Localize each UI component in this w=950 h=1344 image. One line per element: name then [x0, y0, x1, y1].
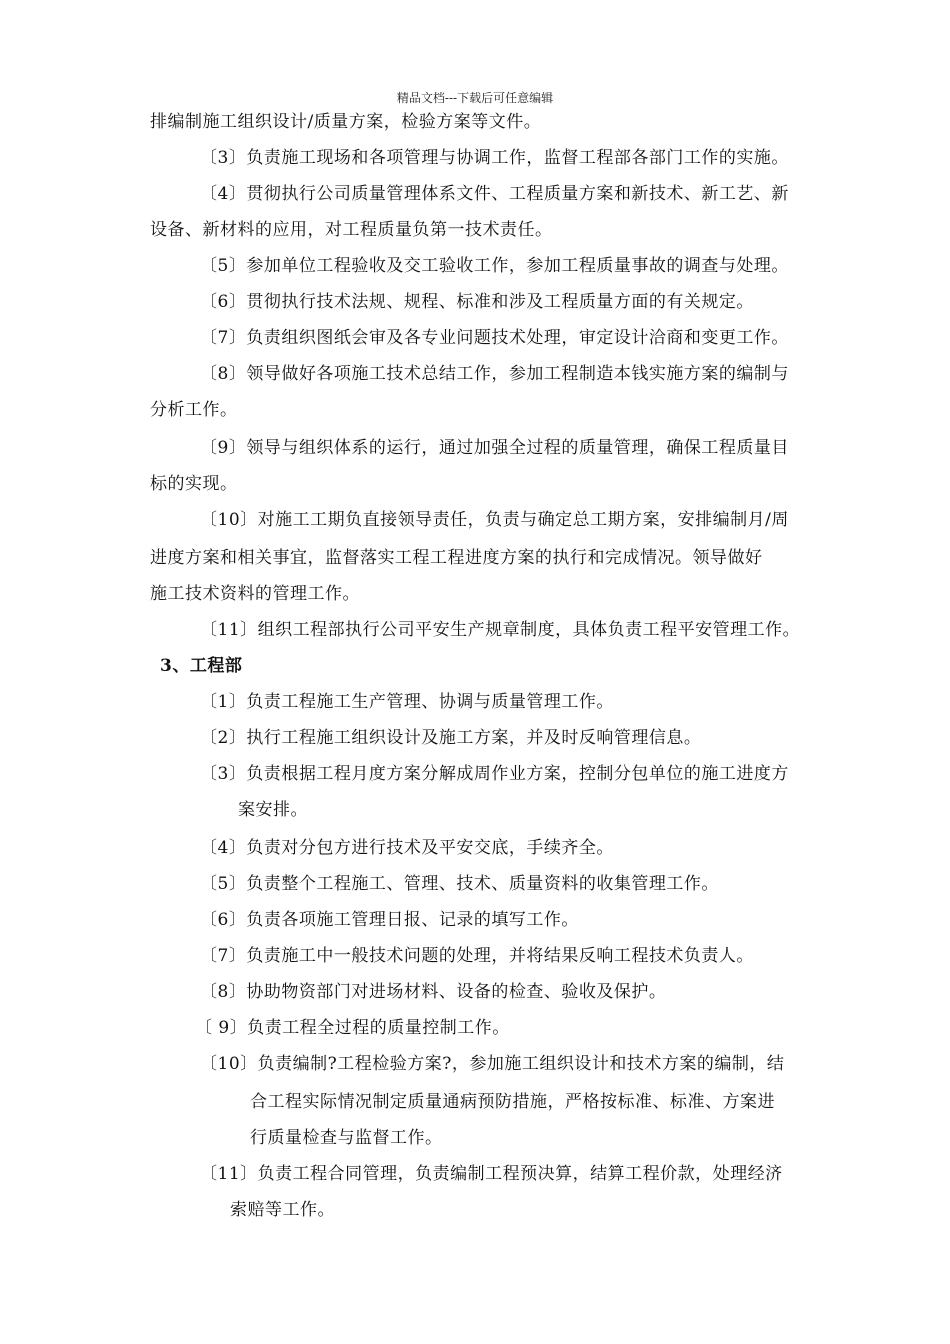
text-line: 〔6〕贯彻执行技术法规、规程、标准和涉及工程质量方面的有关规定。: [200, 292, 754, 312]
text-line: 〔10〕对施工工期负直接领导责任，负责与确定总工期方案，安排编制月/周: [200, 510, 789, 530]
text-line: 案安排。: [238, 800, 308, 820]
text-line: 〔8〕协助物资部门对进场材料、设备的检查、验收及保护。: [200, 982, 667, 1002]
text-line: 〔7〕负责组织图纸会审及各专业问题技术处理，审定设计洽商和变更工作。: [200, 328, 789, 348]
section-heading: 3、工程部: [160, 656, 243, 676]
text-line: 〔1〕负责工程施工生产管理、协调与质量管理工作。: [200, 692, 614, 712]
text-line: 〔5〕负责整个工程施工、管理、技术、质量资料的收集管理工作。: [200, 874, 719, 894]
text-line: 〔3〕负责根据工程月度方案分解成周作业方案，控制分包单位的施工进度方: [200, 764, 789, 784]
text-line: 设备、新材料的应用，对工程质量负第一技术责任。: [150, 220, 553, 240]
text-line: 〔11〕组织工程部执行公司平安生产规章制度，具体负责工程平安管理工作。: [200, 620, 801, 640]
text-line: 〔4〕贯彻执行公司质量管理体系文件、工程质量方案和新技术、新工艺、新: [200, 184, 789, 204]
text-line: 〔4〕负责对分包方进行技术及平安交底，手续齐全。: [200, 838, 614, 858]
text-line: 〔 9〕负责工程全过程的质量控制工作。: [195, 1018, 510, 1038]
text-line: 合工程实际情况制定质量通病预防措施，严格按标准、标准、方案进: [250, 1092, 775, 1112]
page-header: 精品文档---下载后可任意编辑: [396, 91, 554, 105]
text-line: 〔3〕负责施工现场和各项管理与协调工作，监督工程部各部门工作的实施。: [200, 148, 789, 168]
text-line: 〔11〕负责工程合同管理，负责编制工程预决算，结算工程价款，处理经济: [200, 1164, 783, 1184]
text-line: 〔9〕领导与组织体系的运行，通过加强全过程的质量管理，确保工程质量目: [200, 438, 789, 458]
text-line: 排编制施工组织设计/质量方案，检验方案等文件。: [150, 112, 542, 132]
text-line: 〔5〕参加单位工程验收及交工验收工作，参加工程质量事故的调查与处理。: [200, 256, 789, 276]
text-line: 〔6〕负责各项施工管理日报、记录的填写工作。: [200, 910, 579, 930]
text-line: 标的实现。: [150, 474, 238, 494]
text-line: 进度方案和相关事宜，监督落实工程工程进度方案的执行和完成情况。领导做好: [150, 548, 763, 568]
text-line: 〔10〕负责编制?工程检验方案?，参加施工组织设计和技术方案的编制，结: [200, 1054, 785, 1074]
text-line: 施工技术资料的管理工作。: [150, 584, 360, 604]
text-line: 行质量检查与监督工作。: [250, 1128, 443, 1148]
text-line: 〔2〕执行工程施工组织设计及施工方案，并及时反响管理信息。: [200, 728, 702, 748]
text-line: 索赔等工作。: [230, 1200, 335, 1220]
text-line: 分析工作。: [150, 400, 238, 420]
text-line: 〔8〕领导做好各项施工技术总结工作，参加工程制造本钱实施方案的编制与: [200, 364, 789, 384]
text-line: 〔7〕负责施工中一般技术问题的处理，并将结果反响工程技术负责人。: [200, 946, 754, 966]
